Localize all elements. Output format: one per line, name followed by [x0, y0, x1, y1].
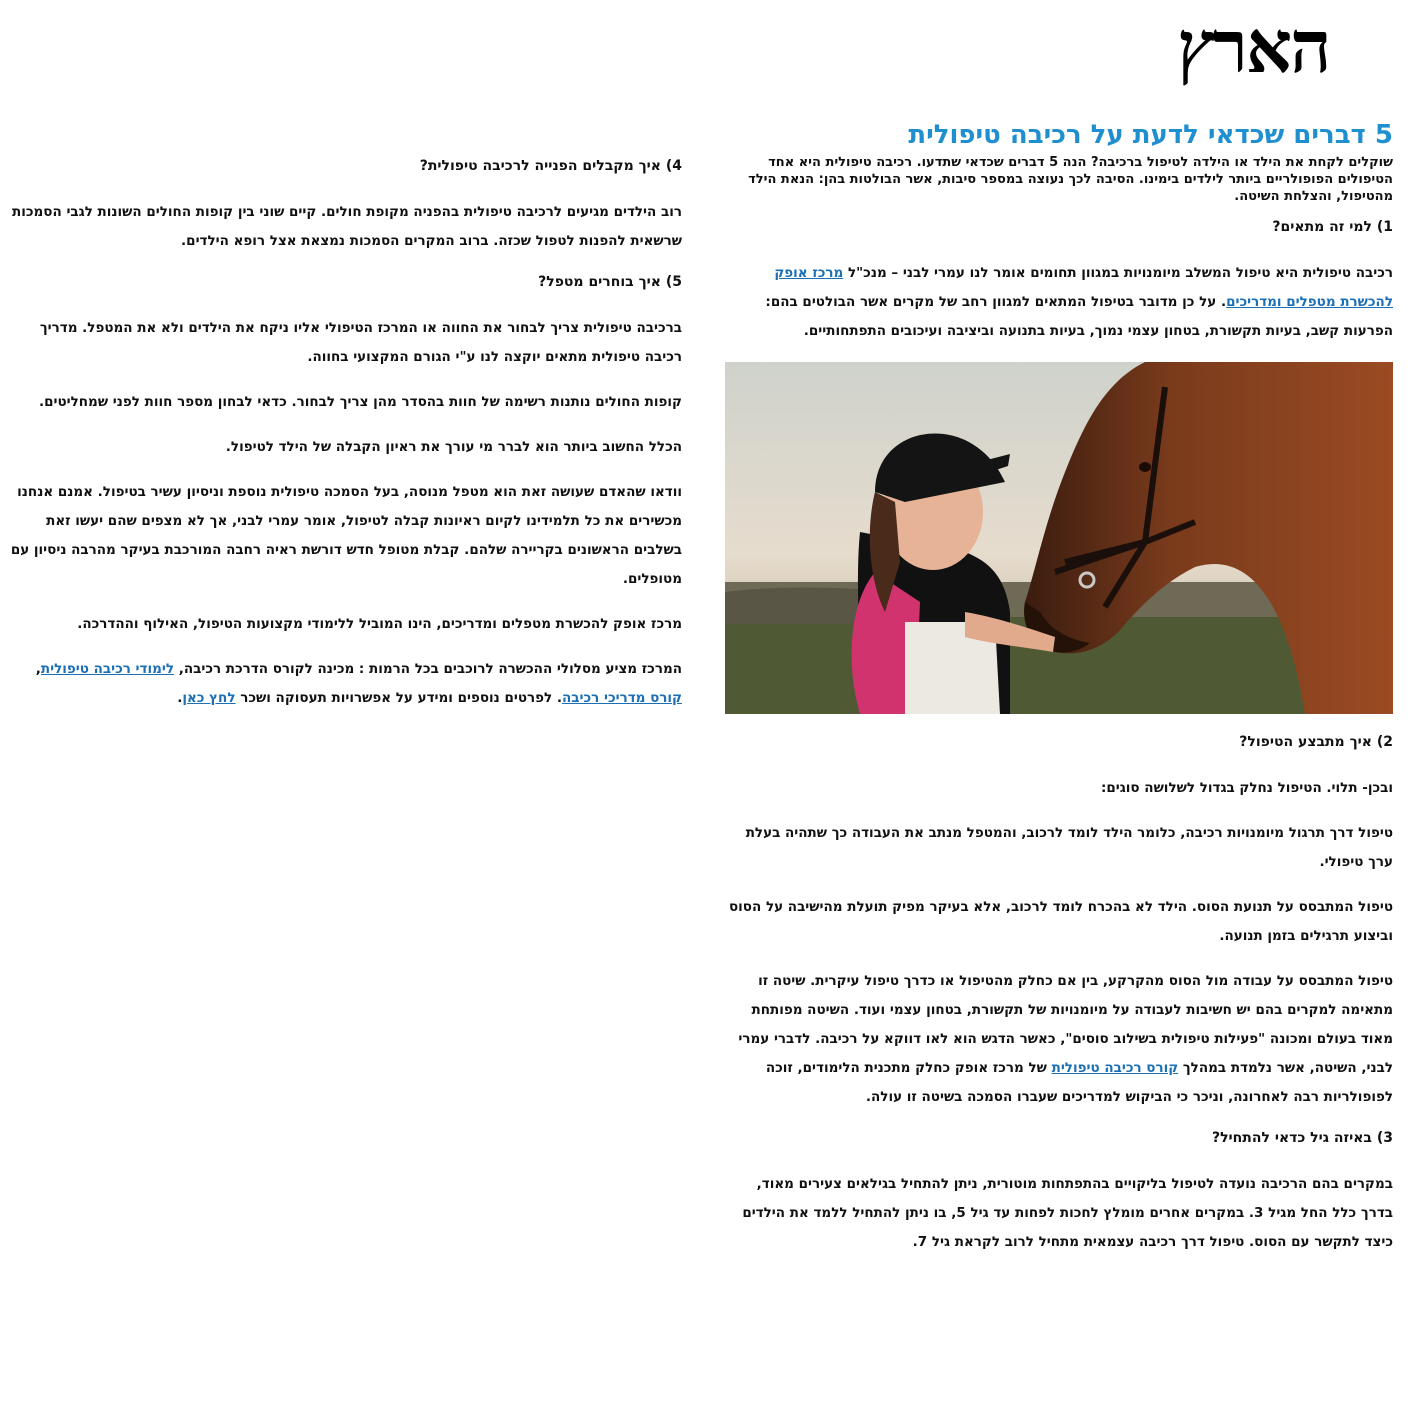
section-1-text-b: . על כן מדובר בטיפול המתאים למגוון רחב של מקרים אשר הבולטים בהם: הפרעות קשב, בעיות תקשורת, בטחון עצמי נמוך, בעיות בתנועה וביציבה ועיכובים התפתחותיים.: [765, 294, 1393, 339]
section-4-paragraph: רוב הילדים מגיעים לרכיבה טיפולית בהפניה מקופת חולים. קיים שוני בין קופות החולים השונות לגבי הסמכות שרשאית להפנות לטפול שכזה. ברוב המקרים הסמכות נמצאת אצל רופא הילדים.: [12, 204, 682, 249]
section-5-paragraph-6: [10, 655, 682, 713]
section-2-text-b: של מרכז אופק כחלק מתכנית הלימודים, זוכה לפופולריות רבה לאחרונה, וניכר כי הביקוש למדריכים שעברו הסמכה בשיטה זו עולה.: [765, 1060, 1393, 1105]
riding-instructors-course-link[interactable]: קורס מדריכי רכיבה: [562, 690, 682, 706]
section-2-heading: 2) איך מתבצע הטיפול?: [1239, 734, 1393, 750]
section-1-paragraph: [723, 259, 1393, 346]
section-5-paragraph-5: מרכז אופק להכשרת מטפלים ומדריכים, הינו המוביל ללימודי מקצועות הטיפול, האילוף וההדרכה.: [77, 616, 682, 632]
section-2-paragraph-1: ובכן- תלוי. הטיפול נחלק בגדול לשלושה סוגים:: [1100, 780, 1393, 796]
article-title: 5 דברים שכדאי לדעת על רכיבה טיפולית: [908, 120, 1393, 150]
masthead-logo[interactable]: הארץ: [1177, 4, 1330, 89]
therapeutic-riding-course-link[interactable]: קורס רכיבה טיפולית: [1051, 1060, 1179, 1076]
section-1-text-a: רכיבה טיפולית היא טיפול המשלב מיומנויות במגוון תחומים אומר לנו עמרי לבני – מנכ"ל: [843, 265, 1393, 281]
section-5-paragraph-2: קופות החולים נותנות רשימה של חוות בהסדר מהן צריך לבחור. כדאי לבחון מספר חוות לפני שמחליטים.: [38, 394, 682, 410]
horse-photo-illustration: [725, 362, 1393, 714]
section-3-paragraph: במקרים בהם הרכיבה נועדה לטיפול בליקויים בהתפתחות מוטורית, ניתן להתחיל בגילאים צעירים מאוד, בדרך כלל החל מגיל 3. במקרים אחרים מומלץ לחכות לפחות עד גיל 5, בו ניתן להתחיל ללמד את הילדים כיצד לתקשר עם הסוס. טיפול דרך רכיבה עצמאית מתחיל לרוב לקראת גיל 7.: [742, 1176, 1393, 1250]
section-5-heading: 5) איך בוחרים מטפל?: [538, 274, 682, 290]
section-2-paragraph-4: [723, 967, 1393, 1112]
section-1-heading: 1) למי זה מתאים?: [1272, 219, 1393, 235]
section-4-heading: 4) איך מקבלים הפנייה לרכיבה טיפולית?: [419, 158, 682, 174]
section-3-heading: 3) באיזה גיל כדאי להתחיל?: [1211, 1130, 1393, 1146]
article-column-right: [723, 118, 1393, 1273]
section-2-paragraph-3: טיפול המתבסס על תנועת הסוס. הילד לא בהכרח לומד לרכוב, אלא בעיקר מפיק תועלת מהישיבה על הסוס וביצוע תרגילים בזמן תנועה.: [728, 899, 1393, 944]
section-5-text-c: .: [177, 690, 183, 706]
section-5-separator: ,: [35, 661, 41, 677]
section-5-text-b: . לפרטים נוספים ומידע על אפשרויות תעסוקה ושכר: [235, 690, 563, 706]
okef-center-link[interactable]: מרכז אופק להכשרת מטפלים ומדריכים: [774, 265, 1393, 310]
article-column-left: [10, 146, 682, 729]
section-2-text-a: טיפול המתבסס על עבודה מול הסוס מהקרקע, בין אם כחלק מהטיפול או כדרך טיפול עיקרית. שיטה זו מתאימה למקרים בהם יש חשיבות לעבודה על מיומנויות של תקשורת, בטחון עצמי ועוד. השיטה מפותחת מאוד בעולם ומכונה "פעילות טיפולית בשילוב סוסים", כאשר הדגש הוא לאו דווקא על רכיבה. לדברי עמרי לבני, השיטה, אשר נלמדת במהלך: [738, 973, 1393, 1076]
article-photo-girl-and-horse: [725, 362, 1393, 714]
section-5-paragraph-1: ברכיבה טיפולית צריך לבחור את החווה או המרכז הטיפולי אליו ניקח את הילדים ולא את המטפל. מדריך רכיבה טיפולית מתאים יוקצה לנו ע"י הגורם המקצועי בחווה.: [39, 320, 682, 365]
section-5-text-a: המרכז מציע מסלולי ההכשרה לרוכבים בכל הרמות : מכינה לקורס הדרכת רכיבה,: [174, 661, 682, 677]
section-5-paragraph-3: הכלל החשוב ביותר הוא לברר מי עורך את ראיון הקבלה של הילד לטיפול.: [225, 439, 682, 455]
section-2-paragraph-2: טיפול דרך תרגול מיומנויות רכיבה, כלומר הילד לומד לרכוב, והמטפל מנתב את העבודה כך שתהיה בעלת ערך טיפולי.: [745, 825, 1393, 870]
therapeutic-riding-studies-link[interactable]: לימודי רכיבה טיפולית: [40, 661, 175, 677]
click-here-link[interactable]: לחץ כאן: [182, 690, 236, 706]
section-5-paragraph-4: וודאו שהאדם שעושה זאת הוא מטפל מנוסה, בעל הסמכה טיפולית נוספת וניסיון עשיר בטיפול. אמנם אנחנו מכשירים את כל תלמידינו לקיום ראיונות קבלה לטיפול, אומר עמרי לבני, אך לא מצפים שהם יעשו זאת בשלבים הראשונים בקריירה שלהם. קבלת מטופל חדש דורשת ראיה רחבה המורכבת בעיקר מהרבה ניסיון עם מטופלים.: [10, 484, 682, 587]
article-intro: שוקלים לקחת את הילד או הילדה לטיפול ברכיבה? הנה 5 דברים שכדאי שתדעו. רכיבה טיפולית היא אחד הטיפולים הפופולריים ביותר לילדים בימינו. הסיבה לכך נעוצה במספר סיבות, אשר הבולטות בהן: הנאת הילד מהטיפול, והצלחת השיטה.: [748, 155, 1393, 204]
